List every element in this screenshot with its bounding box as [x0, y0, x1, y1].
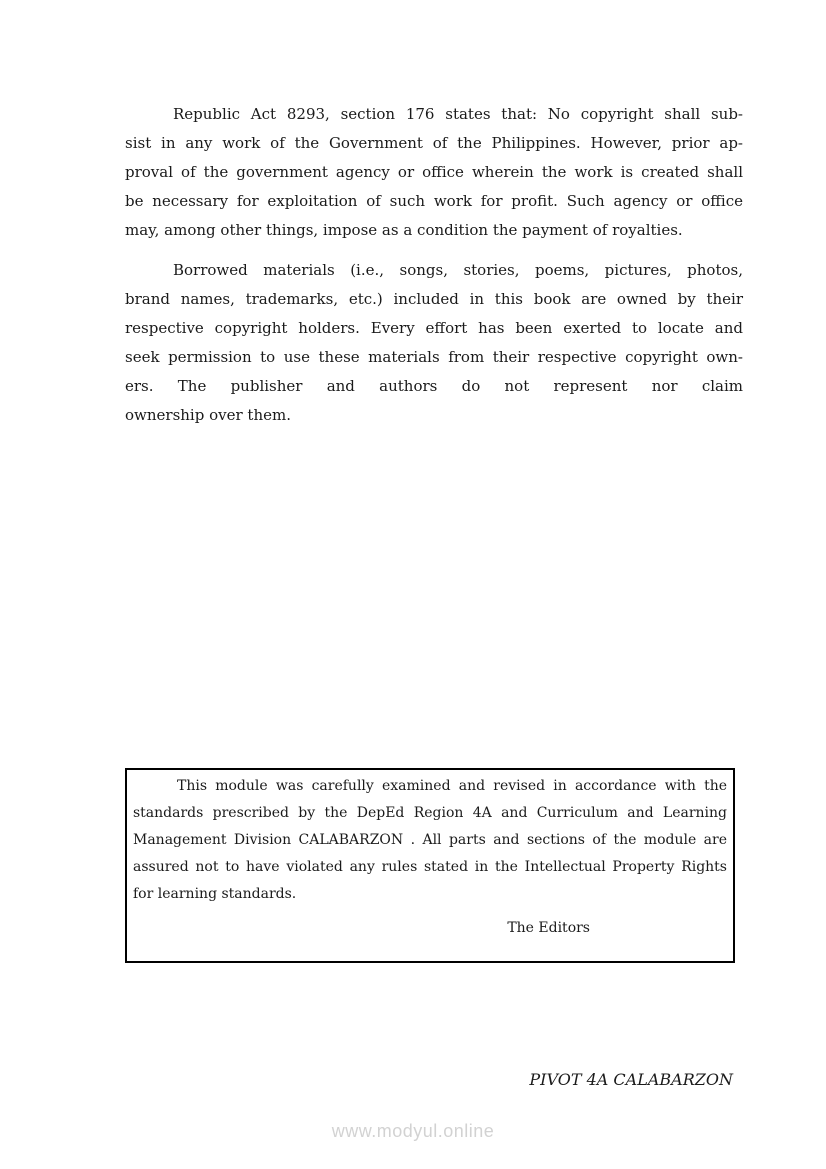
- text-line: This module was carefully examined and revised in accordance with the: [177, 778, 727, 794]
- copyright-act-paragraph: [125, 100, 743, 245]
- notice-signature: The Editors: [507, 920, 590, 936]
- notice-paragraph: [133, 773, 727, 908]
- text-line: brand names, trademarks, etc.) included in this book are owned by their: [125, 290, 743, 308]
- site-watermark: www.modyul.online: [331, 1121, 495, 1141]
- text-line: respective copyright holders. Every effort has been exerted to locate and: [125, 319, 743, 337]
- text-line: may, among other things, impose as a condition the payment of royalties.: [125, 221, 683, 239]
- text-line: ownership over them.: [125, 406, 291, 424]
- text-line: ers. The publisher and authors do not represent nor claim: [125, 377, 743, 395]
- footer-page-label: PIVOT 4A CALABARZON: [529, 1070, 733, 1089]
- text-line: sist in any work of the Government of the Philippines. However, prior ap-: [125, 134, 743, 152]
- text-line: Management Division CALABARZON . All parts and sections of the module are: [133, 832, 727, 848]
- notice-box: [125, 768, 735, 963]
- text-line: be necessary for exploitation of such work for profit. Such agency or office: [125, 192, 743, 210]
- borrowed-materials-paragraph: [125, 256, 743, 430]
- text-line: Republic Act 8293, section 176 states that: No copyright shall sub-: [173, 105, 743, 123]
- text-line: standards prescribed by the DepEd Region 4A and Curriculum and Learning: [133, 805, 727, 821]
- text-line: for learning standards.: [133, 886, 297, 902]
- text-line: seek permission to use these materials from their respective copyright own-: [125, 348, 743, 366]
- text-line: proval of the government agency or office wherein the work is created shall: [125, 163, 743, 181]
- text-line: assured not to have violated any rules stated in the Intellectual Property Rights: [133, 859, 727, 875]
- text-line: Borrowed materials (i.e., songs, stories, poems, pictures, photos,: [173, 261, 743, 279]
